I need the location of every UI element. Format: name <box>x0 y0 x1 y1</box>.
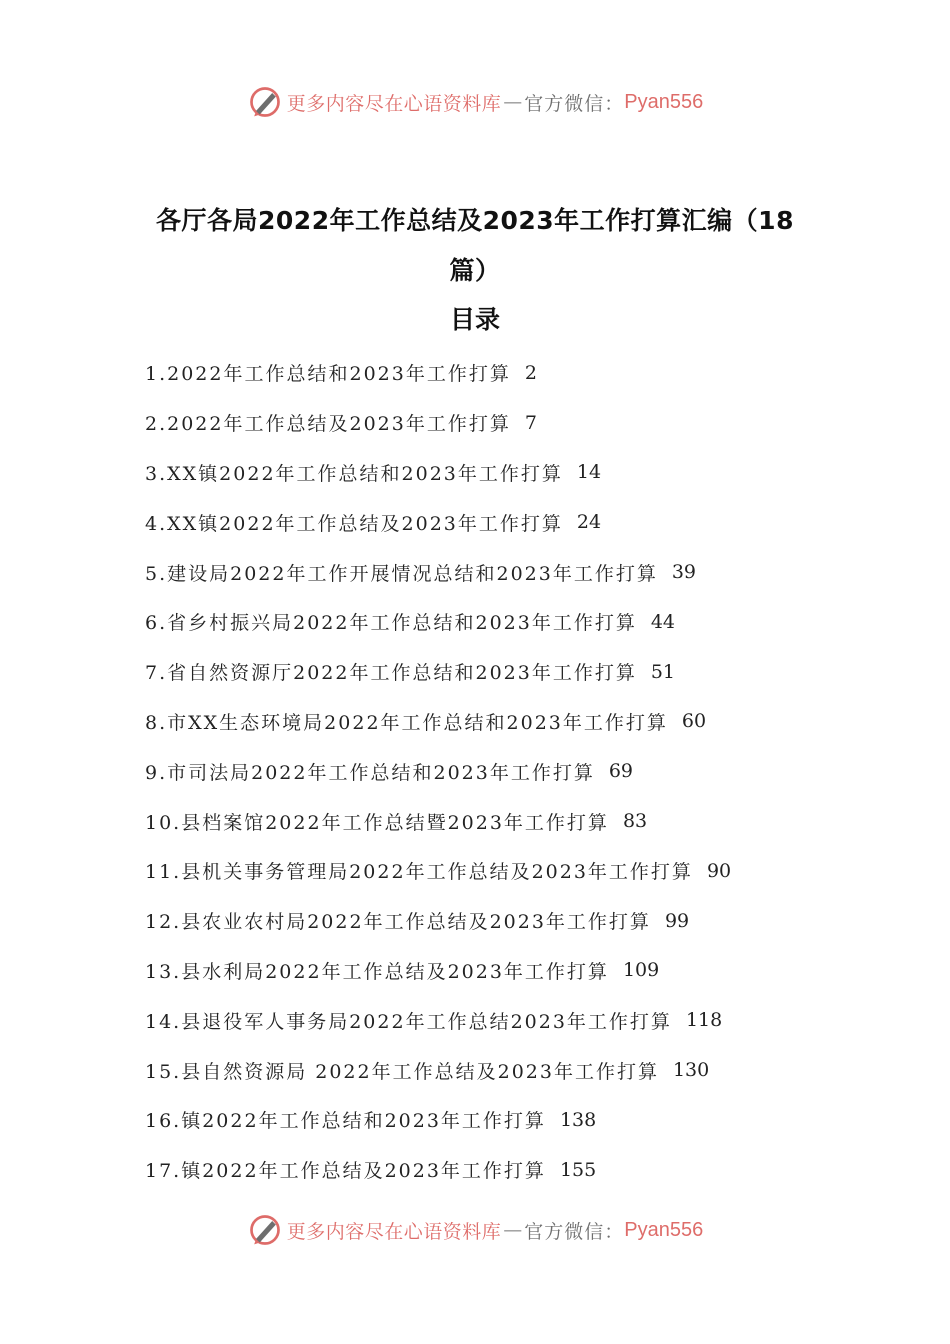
toc-item-page: 90 <box>706 859 732 882</box>
toc-item[interactable] <box>145 448 845 498</box>
toc-item-page: 69 <box>608 760 634 783</box>
document-title: 各厅各局2022年工作总结及2023年工作打算汇编（18篇） <box>156 206 794 285</box>
header-watermark <box>0 84 950 120</box>
toc-item[interactable] <box>145 846 845 896</box>
watermark-wechat-label: 官方微信： <box>524 92 625 115</box>
watermark-wechat-id: Pyan556 <box>624 90 704 113</box>
toc-item-label: 7.省自然资源厅2022年工作总结和2023年工作打算 <box>145 662 637 685</box>
toc-item-page: 60 <box>681 710 707 733</box>
toc-item-label: 3.XX镇2022年工作总结和2023年工作打算 <box>145 462 563 485</box>
table-of-contents <box>145 348 845 1195</box>
toc-item-page: 2 <box>524 361 537 384</box>
watermark-text: 更多内容尽在心语资料库 <box>286 92 502 115</box>
toc-item-page: 138 <box>559 1108 597 1131</box>
toc-item-label: 8.市XX生态环境局2022年工作总结和2023年工作打算 <box>145 711 668 734</box>
toc-item[interactable] <box>145 398 845 448</box>
toc-item-page: 118 <box>685 1009 723 1032</box>
toc-item[interactable] <box>145 647 845 697</box>
toc-item[interactable] <box>145 1095 845 1145</box>
toc-item-page: 24 <box>576 511 602 534</box>
toc-item[interactable] <box>145 697 845 747</box>
toc-item[interactable] <box>145 896 845 946</box>
watermark-dash: — <box>503 91 523 113</box>
toc-item-label: 17.镇2022年工作总结及2023年工作打算 <box>145 1160 546 1183</box>
toc-item[interactable] <box>145 1145 845 1195</box>
toc-item[interactable] <box>145 497 845 547</box>
toc-item-page: 109 <box>622 959 660 982</box>
toc-item-label: 1.2022年工作总结和2023年工作打算 <box>145 363 511 386</box>
watermark-wechat-id: Pyan556 <box>624 1218 704 1241</box>
toc-item[interactable] <box>145 597 845 647</box>
watermark-wechat-label: 官方微信： <box>524 1220 625 1243</box>
toc-item-label: 15.县自然资源局 2022年工作总结及2023年工作打算 <box>145 1060 659 1083</box>
toc-item[interactable] <box>145 1045 845 1095</box>
toc-item-page: 155 <box>559 1158 597 1181</box>
toc-item[interactable] <box>145 348 845 398</box>
toc-item-label: 9.市司法局2022年工作总结和2023年工作打算 <box>145 761 595 784</box>
toc-item-page: 99 <box>664 909 690 932</box>
pen-logo-icon <box>247 1212 283 1248</box>
toc-item-label: 14.县退役军人事务局2022年工作总结2023年工作打算 <box>145 1010 672 1033</box>
footer-watermark <box>0 1212 950 1248</box>
toc-heading: 目录 <box>449 305 500 334</box>
pen-logo-icon <box>247 84 283 120</box>
toc-item-page: 51 <box>650 660 676 683</box>
toc-item-label: 4.XX镇2022年工作总结及2023年工作打算 <box>145 512 563 535</box>
toc-item-page: 130 <box>672 1059 710 1082</box>
toc-item[interactable] <box>145 995 845 1045</box>
toc-item-page: 83 <box>622 810 648 833</box>
toc-item-label: 13.县水利局2022年工作总结及2023年工作打算 <box>145 960 609 983</box>
toc-item-label: 6.省乡村振兴局2022年工作总结和2023年工作打算 <box>145 612 637 635</box>
toc-item-label: 11.县机关事务管理局2022年工作总结及2023年工作打算 <box>145 861 693 884</box>
toc-item-label: 2.2022年工作总结及2023年工作打算 <box>145 413 511 436</box>
toc-item-page: 44 <box>650 610 676 633</box>
watermark-text: 更多内容尽在心语资料库 <box>286 1220 502 1243</box>
toc-item[interactable] <box>145 946 845 996</box>
toc-item[interactable] <box>145 547 845 597</box>
toc-item-label: 12.县农业农村局2022年工作总结及2023年工作打算 <box>145 911 651 934</box>
toc-item-label: 10.县档案馆2022年工作总结暨2023年工作打算 <box>145 811 609 834</box>
watermark-dash: — <box>503 1219 523 1241</box>
toc-item-page: 14 <box>576 461 602 484</box>
toc-item-page: 39 <box>671 561 697 584</box>
toc-item[interactable] <box>145 746 845 796</box>
toc-item-label: 5.建设局2022年工作开展情况总结和2023年工作打算 <box>145 562 658 585</box>
toc-item-page: 7 <box>524 411 537 434</box>
toc-item[interactable] <box>145 796 845 846</box>
toc-item-label: 16.镇2022年工作总结和2023年工作打算 <box>145 1110 546 1133</box>
